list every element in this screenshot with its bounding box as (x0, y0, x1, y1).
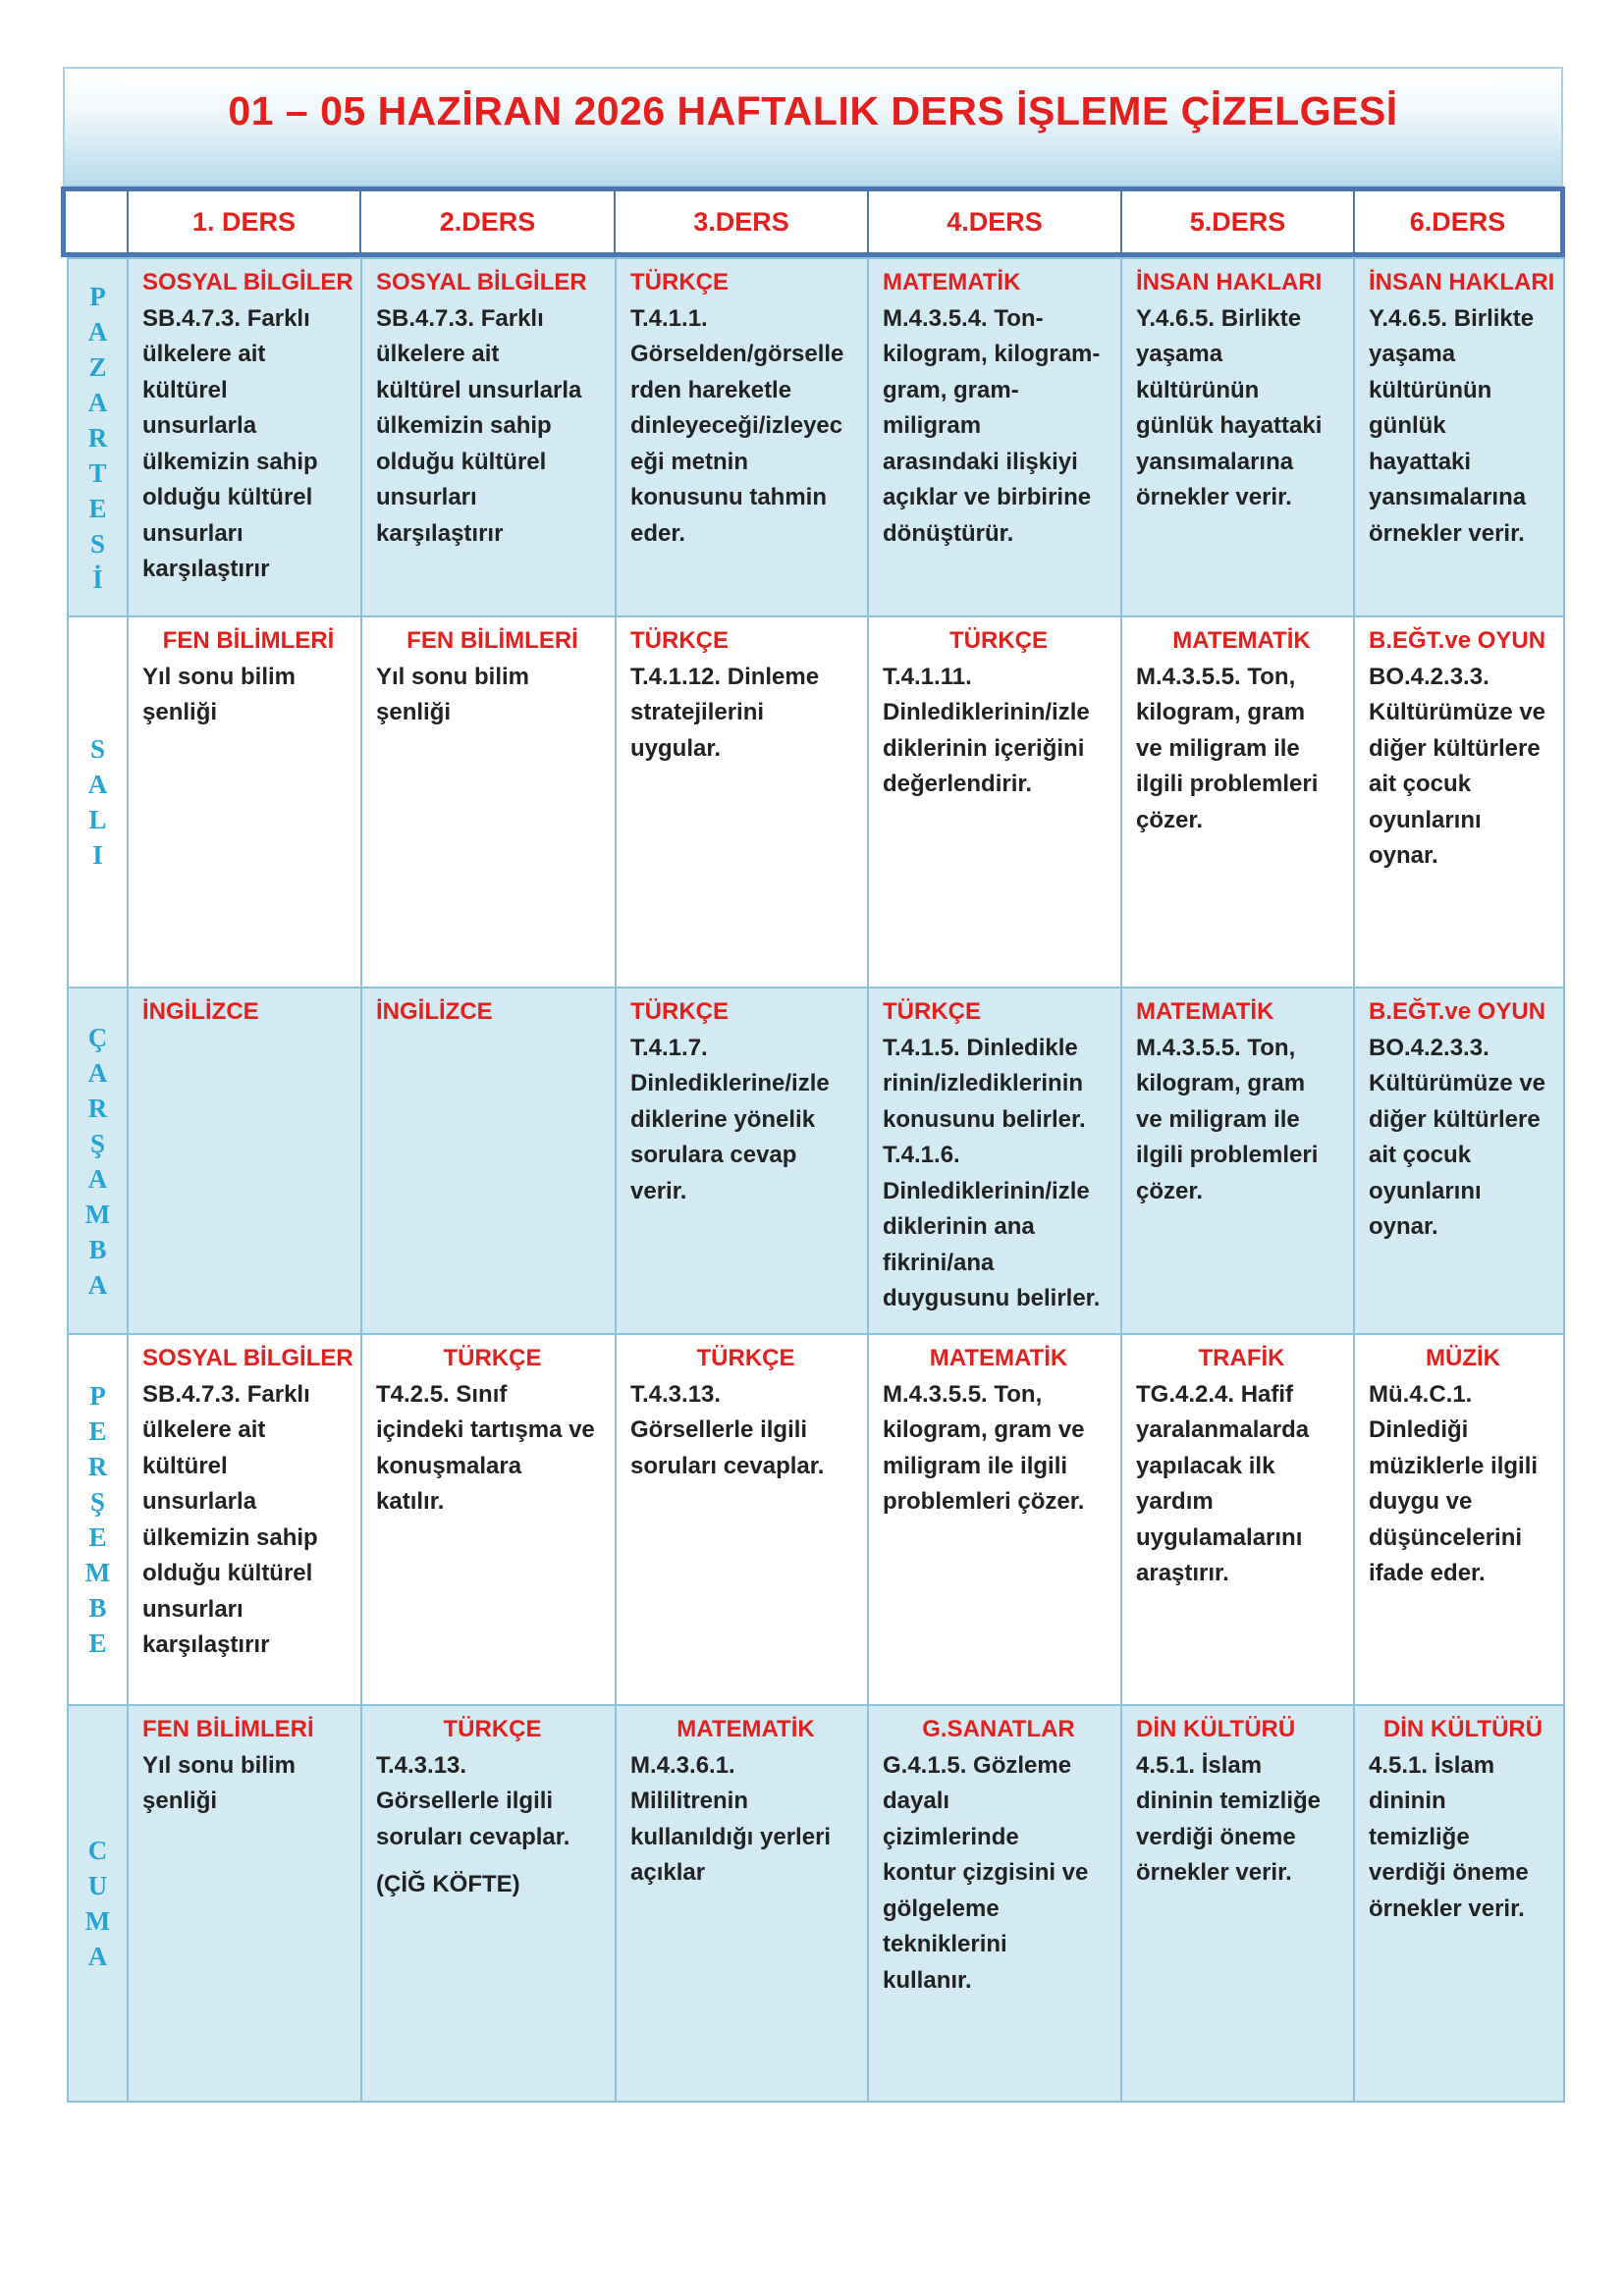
outcome-line: Dinlediği (1369, 1416, 1469, 1443)
lesson-cell (361, 258, 616, 616)
day-label (69, 1378, 127, 1661)
outcome-text (142, 1748, 354, 1820)
lesson-cell (1354, 1334, 1564, 1705)
outcome-line: T.4.3.13. (376, 1751, 467, 1779)
outcome-line: şenliği (376, 699, 452, 725)
outcome-line: kültürel (142, 376, 228, 403)
outcome-line: stratejilerini (630, 699, 765, 725)
lesson-cell (128, 1705, 361, 2102)
outcome-line: olduğu kültürel (142, 1560, 313, 1586)
outcome-line: ait çocuk (1369, 1142, 1472, 1168)
day-cell (68, 1705, 128, 2102)
outcome-line: kültürünün (1136, 376, 1260, 403)
day-label (69, 1833, 127, 1974)
outcome-line: BO.4.2.3.3. (1369, 663, 1489, 690)
day-cell (68, 616, 128, 988)
outcome-line: açıklar (630, 1859, 706, 1886)
outcome-line: G.4.1.5. Gözleme (883, 1751, 1072, 1779)
outcome-line: dayalı (883, 1788, 950, 1814)
outcome-line: fikrini/ana (883, 1249, 995, 1276)
subject-name: G.SANATLAR (922, 1716, 1075, 1742)
outcome-line: ülkemizin sahip (376, 412, 552, 439)
subject-name: MATEMATİK (1172, 627, 1311, 654)
outcome-line: M.4.3.6.1. (630, 1751, 735, 1779)
outcome-text (630, 301, 861, 553)
outcome-text (883, 1748, 1114, 2000)
lesson-cell (868, 1705, 1121, 2102)
outcome-line: günlük (1369, 412, 1446, 439)
header-lesson-1: 1. DERS (127, 191, 359, 252)
outcome-line: hayattaki (1369, 448, 1472, 475)
outcome-text (1136, 301, 1347, 516)
outcome-line: diğer kültürlere (1369, 734, 1541, 762)
subject-name: İNSAN HAKLARI (1136, 269, 1323, 295)
outcome-line: karşılaştırır (142, 556, 270, 582)
day-letter: R (87, 422, 108, 453)
subject-name: SOSYAL BİLGİLER (142, 1345, 353, 1371)
outcome-line: ilgili problemleri (1136, 1142, 1319, 1168)
day-letter: A (87, 387, 108, 417)
subject-name: TÜRKÇE (949, 627, 1048, 654)
day-letter: M (84, 1906, 111, 1936)
outcome-line: miligram ile ilgili (883, 1452, 1068, 1479)
outcome-text (376, 301, 609, 553)
outcome-line: oyunlarını (1369, 806, 1482, 833)
lesson-cell (1121, 1705, 1354, 2102)
subject-name: TRAFİK (1198, 1345, 1285, 1371)
lesson-cell (128, 258, 361, 616)
header-lesson-5: 5.DERS (1120, 191, 1353, 252)
outcome-line: verdiği öneme (1369, 1859, 1529, 1886)
outcome-line: Y.4.6.5. Birlikte (1369, 304, 1535, 332)
lesson-cell (868, 616, 1121, 988)
outcome-line: Kültürümüze ve (1369, 699, 1546, 725)
lesson-cell (1354, 258, 1564, 616)
outcome-line: arasındaki ilişkiyi (883, 448, 1078, 475)
outcome-line: uygular. (630, 734, 722, 762)
outcome-line: ülkelere ait (376, 341, 500, 367)
outcome-line: eği metnin (630, 448, 749, 475)
outcome-text (1369, 1748, 1557, 1928)
lesson-cell (128, 1334, 361, 1705)
day-letter: R (87, 1093, 108, 1123)
outcome-text (1369, 301, 1557, 553)
outcome-line: olduğu kültürel (142, 484, 313, 510)
subject-name: B.EĞT.ve OYUN (1369, 627, 1546, 654)
outcome-text (1369, 1377, 1557, 1592)
day-letter: E (88, 1629, 107, 1658)
outcome-line: ve miligram ile (1136, 734, 1300, 762)
outcome-line: olduğu kültürel (376, 448, 547, 475)
lesson-cell (616, 616, 868, 988)
outcome-line: yansımalarına (1136, 448, 1294, 475)
outcome-line: kullanıldığı yerleri (630, 1823, 832, 1850)
outcome-line: gram, gram- (883, 376, 1019, 403)
outcome-line: yardım (1136, 1488, 1214, 1515)
outcome-line: kilogram, gram ve (883, 1416, 1085, 1443)
outcome-line: şenliği (142, 1788, 218, 1814)
outcome-line: tekniklerini (883, 1931, 1007, 1957)
subject-name: DİN KÜLTÜRÜ (1136, 1716, 1296, 1742)
day-letter: P (89, 281, 106, 311)
outcome-line: M.4.3.5.5. Ton, (1136, 1034, 1296, 1061)
outcome-line: konusunu belirler. (883, 1105, 1086, 1133)
day-cell (68, 1334, 128, 1705)
outcome-line: değerlendirir. (883, 771, 1033, 797)
subject-name: MATEMATİK (1136, 998, 1274, 1025)
outcome-line: çizimlerinde (883, 1823, 1019, 1850)
outcome-line: duygu ve (1369, 1488, 1473, 1515)
day-letter: C (87, 1836, 108, 1865)
day-label (69, 731, 127, 873)
day-cell (68, 258, 128, 616)
outcome-text (1136, 1748, 1347, 1892)
outcome-line: örnekler verir. (1369, 519, 1525, 547)
lesson-cell (361, 1334, 616, 1705)
day-letter: M (84, 1558, 111, 1587)
lesson-cell (616, 988, 868, 1334)
lesson-cell (868, 258, 1121, 616)
outcome-line: miligram (883, 412, 982, 439)
outcome-line: verdiği öneme (1136, 1823, 1296, 1850)
outcome-line: diğer kültürlere (1369, 1105, 1541, 1133)
outcome-line: diklerinin ana (883, 1213, 1035, 1240)
outcome-line: T.4.1.12. Dinleme (630, 663, 820, 690)
outcome-line: ait çocuk (1369, 771, 1472, 797)
outcome-line: T.4.3.13. (630, 1380, 722, 1408)
subject-name: B.EĞT.ve OYUN (1369, 998, 1546, 1025)
outcome-line: diklerinin içeriğini (883, 734, 1085, 762)
outcome-text (1369, 660, 1557, 875)
day-letter: E (88, 1522, 107, 1552)
outcome-text (630, 1748, 861, 1892)
lesson-cell (361, 1705, 616, 2102)
outcome-line: dinleyeceği/izleyec (630, 412, 843, 439)
day-letter: L (88, 805, 107, 834)
table-row (68, 1705, 1564, 2102)
outcome-line: örnekler verir. (1136, 1859, 1292, 1886)
outcome-line: kullanır. (883, 1966, 972, 1994)
subject-name: FEN BİLİMLERİ (142, 1716, 314, 1742)
outcome-line: T4.2.5. Sınıf (376, 1380, 508, 1408)
outcome-text (376, 660, 609, 731)
outcome-line: unsurlarla (142, 412, 257, 439)
table-row (68, 988, 1564, 1334)
outcome-line: gölgeleme (883, 1895, 1000, 1922)
outcome-line: M.4.3.5.5. Ton, (883, 1380, 1043, 1408)
day-cell (68, 988, 128, 1334)
column-header-row (61, 187, 1565, 257)
outcome-line: katılır. (376, 1488, 445, 1515)
outcome-line: SB.4.7.3. Farklı (142, 304, 310, 332)
outcome-line: 4.5.1. İslam (1369, 1751, 1495, 1779)
outcome-line: eder. (630, 519, 686, 547)
subject-name: TÜRKÇE (443, 1716, 542, 1742)
subject-name: MATEMATİK (883, 269, 1021, 295)
outcome-line: T.4.1.5. Dinledikle (883, 1034, 1078, 1061)
outcome-line: konusunu tahmin (630, 484, 827, 510)
outcome-line: ülkemizin sahip (142, 448, 318, 475)
outcome-line: unsurları (376, 484, 477, 510)
outcome-line: karşılaştırır (142, 1631, 270, 1658)
outcome-line: kilogram, gram (1136, 1070, 1306, 1096)
outcome-line: Yıl sonu bilim (376, 663, 530, 690)
outcome-line: Dinlediklerine/izle (630, 1070, 830, 1096)
subject-name: TÜRKÇE (883, 998, 981, 1025)
outcome-line: unsurları (142, 1595, 244, 1623)
outcome-line: M.4.3.5.5. Ton, (1136, 663, 1296, 690)
outcome-line: T.4.1.11. (883, 663, 972, 690)
outcome-line: kilogram, gram (1136, 699, 1306, 725)
lesson-cell (361, 616, 616, 988)
lesson-cell (1354, 616, 1564, 988)
outcome-text (630, 660, 861, 768)
outcome-line: kilogram, kilogram- (883, 341, 1101, 367)
outcome-line: Dinlediklerinin/izle (883, 699, 1090, 725)
outcome-line: problemleri çözer. (883, 1488, 1085, 1515)
outcome-line: ülkelere ait (142, 1416, 266, 1443)
day-letter: P (89, 1381, 106, 1411)
day-letter: Ş (89, 1128, 106, 1158)
outcome-line: yaralanmalarda (1136, 1416, 1310, 1443)
day-letter: A (87, 1163, 108, 1194)
outcome-line: sorulara cevap (630, 1142, 797, 1168)
subject-name: DİN KÜLTÜRÜ (1382, 1716, 1543, 1742)
day-label (69, 279, 127, 597)
outcome-line: M.4.3.5.4. Ton- (883, 304, 1044, 332)
subject-name: TÜRKÇE (630, 627, 729, 654)
lesson-cell (616, 258, 868, 616)
outcome-line: ülkemizin sahip (142, 1523, 318, 1551)
outcome-text (376, 1377, 609, 1521)
outcome-line: ve miligram ile (1136, 1105, 1300, 1133)
outcome-line: Kültürümüze ve (1369, 1070, 1546, 1096)
lesson-cell (128, 616, 361, 988)
lesson-cell (1354, 988, 1564, 1334)
outcome-line: T.4.1.1. (630, 304, 708, 332)
outcome-text (376, 1748, 609, 1856)
outcome-line: Yıl sonu bilim (142, 1751, 297, 1779)
outcome-text (1136, 660, 1347, 839)
lesson-cell (128, 988, 361, 1334)
subject-name: TÜRKÇE (630, 998, 729, 1025)
subject-name: TÜRKÇE (443, 1345, 542, 1371)
outcome-line: çözer. (1136, 1177, 1204, 1204)
outcome-line: müziklerle ilgili (1369, 1452, 1539, 1479)
lesson-cell (1354, 1705, 1564, 2102)
outcome-line: kültürünün (1369, 376, 1492, 403)
day-letter: B (88, 1234, 107, 1264)
day-letter: İ (92, 563, 103, 594)
table-row (68, 616, 1564, 988)
lesson-cell (868, 988, 1121, 1334)
outcome-text (883, 1031, 1114, 1317)
outcome-line: uygulamalarını (1136, 1523, 1303, 1551)
outcome-line: Görselden/görselle (630, 341, 844, 367)
outcome-line: kontur çizgisini ve (883, 1859, 1089, 1886)
outcome-line: ifade eder. (1369, 1560, 1486, 1586)
outcome-line: yapılacak ilk (1136, 1452, 1275, 1479)
subject-name: TÜRKÇE (696, 1345, 795, 1371)
outcome-line: rden hareketle (630, 376, 792, 403)
outcome-line: TG.4.2.4. Hafif (1136, 1380, 1294, 1408)
lesson-cell (361, 988, 616, 1334)
day-letter: Z (88, 351, 107, 382)
outcome-line: günlük hayattaki (1136, 412, 1323, 439)
day-letter: Ş (89, 1487, 106, 1517)
header-lesson-3: 3.DERS (614, 191, 867, 252)
outcome-line: çözer. (1136, 806, 1204, 833)
day-letter: I (92, 840, 103, 870)
day-letter: A (87, 1269, 108, 1300)
header-lesson-4: 4.DERS (867, 191, 1120, 252)
outcome-text (630, 1377, 861, 1485)
outcome-line: konuşmalara (376, 1452, 522, 1479)
outcome-line: SB.4.7.3. Farklı (142, 1380, 310, 1408)
subject-name: FEN BİLİMLERİ (162, 627, 335, 654)
day-letter: A (87, 770, 108, 799)
outcome-line: Yıl sonu bilim (142, 663, 297, 690)
lesson-cell (616, 1334, 868, 1705)
outcome-text (883, 1377, 1114, 1521)
schedule-table (67, 257, 1565, 2103)
outcome-text (142, 660, 354, 731)
subject-name: TÜRKÇE (630, 269, 729, 295)
day-letter: T (88, 457, 107, 488)
outcome-line: ülkelere ait (142, 341, 266, 367)
outcome-line: kültürel (142, 1452, 228, 1479)
outcome-line: SB.4.7.3. Farklı (376, 304, 544, 332)
outcome-line: oyunlarını (1369, 1177, 1482, 1204)
outcome-line: T.4.1.7. (630, 1034, 708, 1061)
outcome-line: içindeki tartışma ve (376, 1416, 595, 1443)
outcome-line: 4.5.1. İslam (1136, 1751, 1263, 1779)
outcome-line: T.4.1.6. (883, 1142, 960, 1168)
outcome-line: yaşama (1369, 341, 1456, 367)
subject-name: MATEMATİK (929, 1345, 1068, 1371)
title-banner (63, 67, 1563, 187)
outcome-line: Dinlediklerinin/izle (883, 1177, 1090, 1204)
lesson-cell (1121, 616, 1354, 988)
day-letter: E (88, 1416, 107, 1446)
subject-name: MATEMATİK (677, 1716, 815, 1742)
outcome-line: Görsellerle ilgili (630, 1416, 808, 1443)
outcome-line: Mililitrenin (630, 1788, 748, 1814)
outcome-text (142, 301, 354, 588)
lesson-cell (1121, 1334, 1354, 1705)
outcome-line: örnekler verir. (1136, 484, 1292, 510)
day-letter: E (88, 493, 107, 523)
subject-name: İNSAN HAKLARI (1369, 269, 1555, 295)
day-letter: U (87, 1871, 108, 1900)
outcome-line: Mü.4.C.1. (1369, 1380, 1473, 1408)
outcome-text (142, 1377, 354, 1664)
day-letter: A (87, 1942, 108, 1971)
table-row (68, 1334, 1564, 1705)
outcome-line: Y.4.6.5. Birlikte (1136, 304, 1302, 332)
subject-name: İNGİLİZCE (376, 998, 493, 1025)
outcome-text (883, 301, 1114, 553)
day-letter: S (89, 528, 106, 559)
outcome-line: BO.4.2.3.3. (1369, 1034, 1489, 1061)
subject-name: FEN BİLİMLERİ (406, 627, 578, 654)
outcome-text (1136, 1377, 1347, 1592)
outcome-line: soruları cevaplar. (630, 1452, 825, 1479)
outcome-line: örnekler verir. (1369, 1895, 1525, 1922)
subject-name: SOSYAL BİLGİLER (376, 269, 587, 295)
outcome-line: verir. (630, 1177, 687, 1204)
outcome-line: oynar. (1369, 1213, 1438, 1240)
subject-name: MÜZİK (1426, 1345, 1500, 1371)
lesson-cell (1121, 258, 1354, 616)
day-letter: A (87, 1057, 108, 1088)
day-letter: M (84, 1199, 111, 1229)
outcome-line: dönüştürür. (883, 519, 1014, 547)
lesson-cell (616, 1705, 868, 2102)
outcome-line: unsurları (142, 519, 244, 547)
page-title: 01 – 05 HAZİRAN 2026 HAFTALIK DERS İŞLEME ÇİZELGESİ (228, 88, 1398, 133)
outcome-line: oynar. (1369, 842, 1438, 869)
outcome-line: soruları cevaplar. (376, 1823, 570, 1850)
outcome-line: diklerine yönelik (630, 1105, 816, 1133)
subject-name: SOSYAL BİLGİLER (142, 269, 353, 295)
outcome-line: düşüncelerini (1369, 1523, 1523, 1551)
outcome-line: temizliğe (1369, 1823, 1470, 1850)
outcome-line: şenliği (142, 699, 218, 725)
outcome-line: dininin (1369, 1788, 1446, 1814)
outcome-text (1136, 1031, 1347, 1210)
day-letter: A (87, 316, 108, 347)
outcome-line: araştırır. (1136, 1560, 1229, 1586)
day-label (69, 1020, 127, 1303)
header-lesson-6: 6.DERS (1353, 191, 1560, 252)
outcome-line: dininin temizliğe (1136, 1788, 1322, 1814)
outcome-line: Görsellerle ilgili (376, 1788, 554, 1814)
outcome-line: yaşama (1136, 341, 1223, 367)
outcome-line: duygusunu belirler. (883, 1285, 1101, 1311)
outcome-line: açıklar ve birbirine (883, 484, 1092, 510)
outcome-line: unsurlarla (142, 1488, 257, 1515)
day-letter: B (88, 1593, 107, 1623)
outcome-line: karşılaştırır (376, 519, 504, 547)
outcome-line: rinin/izlediklerinin (883, 1070, 1084, 1096)
lesson-note: (ÇİĞ KÖFTE) (376, 1871, 520, 1897)
lesson-cell (1121, 988, 1354, 1334)
outcome-text (630, 1031, 861, 1210)
header-lesson-2: 2.DERS (359, 191, 614, 252)
day-letter: S (89, 734, 106, 764)
day-letter: Ç (87, 1022, 108, 1052)
outcome-line: kültürel unsurlarla (376, 376, 582, 403)
table-row (68, 258, 1564, 616)
outcome-line: ilgili problemleri (1136, 771, 1319, 797)
outcome-text (1369, 1031, 1557, 1246)
header-corner (66, 191, 127, 252)
outcome-text (883, 660, 1114, 803)
outcome-line: yansımalarına (1369, 484, 1527, 510)
subject-name: İNGİLİZCE (142, 998, 259, 1025)
lesson-cell (868, 1334, 1121, 1705)
day-letter: R (87, 1452, 108, 1481)
